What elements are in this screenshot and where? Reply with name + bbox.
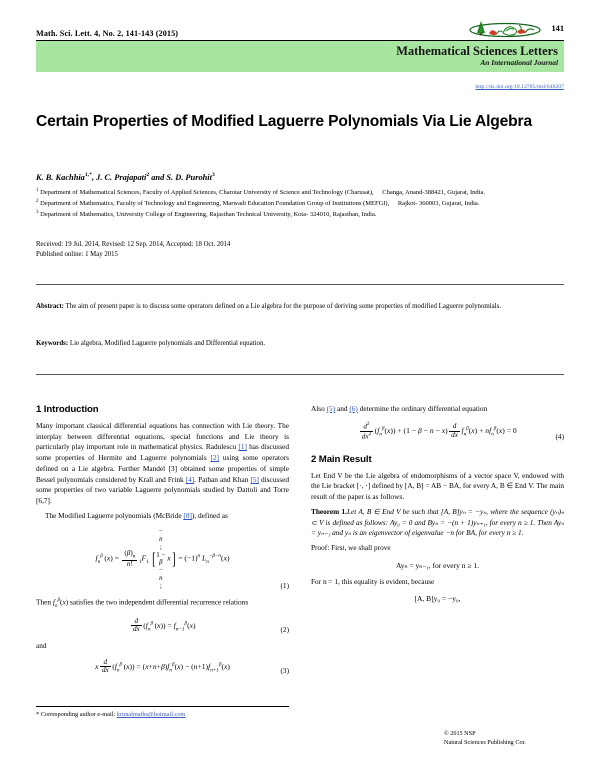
column-right bbox=[311, 404, 564, 610]
citation-6-7[interactable]: [6,7] bbox=[36, 496, 50, 506]
intro-paragraph-1 bbox=[36, 421, 289, 507]
equation-3-body: x $\frac{d}{dx}$ ($f_n^\beta$ $(x)) = (x+n+\beta)f_n^\beta(x) - (n+1)f_{n+1}^\beta(x)$ bbox=[95, 657, 230, 675]
proof-equation-2: [A, B]y₀ = −y₀, bbox=[414, 594, 461, 604]
affiliation-list bbox=[36, 188, 564, 222]
equation-ref-6[interactable]: (6) bbox=[349, 404, 358, 413]
intro-text-a: Many important classical differential equations has connection with Lie theory. The interplay between differential equations, special functions and Lie theory is particularly play important role in mathematical physics. Radulescu bbox=[36, 421, 289, 452]
citation-2[interactable]: [2] bbox=[210, 453, 220, 463]
intro-paragraph-2 bbox=[36, 511, 289, 522]
equation-3-number: (3) bbox=[280, 665, 289, 675]
page-number: 141 bbox=[551, 23, 564, 33]
section-heading-introduction: 1 Introduction bbox=[36, 404, 99, 415]
after-eq1-b: satisfies the two independent differential recurrence relations bbox=[70, 597, 249, 607]
keywords-label: Keywords: bbox=[36, 340, 69, 347]
journal-reference: Math. Sci. Lett. 4, No. 2, 141-143 (2015) bbox=[36, 29, 179, 38]
column-left bbox=[36, 404, 289, 682]
proof-equation-1: Ayₙ = yₙ₋₁, for every n ≥ 1. bbox=[396, 560, 479, 570]
equation-2-body: $\frac{d}{dx}$ ($f_n^\beta$ $(x)) = f_{n-1}^\beta(x)$ bbox=[132, 616, 196, 634]
affiliation-marker: 2 bbox=[36, 199, 39, 205]
published-date: Published online: 1 May 2015 bbox=[36, 250, 118, 258]
abstract-label: Abstract: bbox=[36, 303, 64, 310]
citation-1[interactable]: [1] bbox=[238, 442, 247, 452]
affiliation-line-1: Department of Mathematical Sciences, Faculty of Applied Sciences, Charotar University of Science and Technology (Charusat), bbox=[40, 189, 374, 197]
journal-banner bbox=[36, 41, 564, 72]
affiliation-item bbox=[36, 188, 564, 198]
masthead bbox=[36, 18, 564, 93]
abstract-text: The aim of present paper is to discuss some operators defined on a Lie algebra for the purpose of deriving some properties of modified Laguerre polynomials. bbox=[65, 303, 502, 310]
intro-text-c: using some operators defined on a Lie algebra. Further Mandel bbox=[36, 453, 289, 473]
corresponding-author-note bbox=[36, 711, 185, 718]
author-list: K. B. Kachhia$^{1,*}$, J. C. Prajapati$^2$ and S. D. Purohit$^3$ bbox=[36, 172, 215, 182]
affiliation-item bbox=[36, 210, 564, 220]
page-title: Certain Properties of Modified Laguerre Polynomials Via Lie Algebra bbox=[36, 113, 533, 130]
intro-text-g: . bbox=[49, 496, 52, 506]
intro2-text-a: The Modified Laguerre polynomials (McBride bbox=[45, 510, 182, 520]
after-eq1-a: Then bbox=[36, 597, 51, 607]
article-dates bbox=[36, 240, 230, 260]
abstract-rule-bottom bbox=[36, 374, 564, 375]
affiliation-line-1: Department of Mathematics, University College of Engineering, Rajasthan Technical University, Kota- 324010, Rajasthan, India. bbox=[40, 211, 377, 219]
intro-text-b: has discussed some properties of Hermite and Laguerre polynomials bbox=[36, 442, 289, 463]
intro2-text-b: ), defined as bbox=[191, 510, 228, 520]
equation-1-number: (1) bbox=[280, 581, 289, 591]
footnote-rule bbox=[36, 706, 289, 707]
copyright-block bbox=[444, 730, 564, 748]
affiliation-marker: 3 bbox=[36, 210, 39, 216]
inline-fn-symbol: f bbox=[52, 597, 55, 607]
copyright-symbol: © bbox=[444, 730, 449, 737]
masthead-right bbox=[469, 18, 564, 38]
affiliation-line-2: Changa, Anand-388421, Gujarat, India. bbox=[382, 189, 485, 197]
main-result-paragraph: Let End V be the Lie algebra of endomorphisms of a vector space V, endowed with the Lie bracket [·, ·] defined by [A, B] = AB − BA, for every A, B ∈ End V. The main result of the paper is as follows. bbox=[311, 470, 564, 502]
equation-1 bbox=[36, 528, 289, 590]
citation-4[interactable]: [4] bbox=[185, 474, 195, 484]
abstract-block bbox=[36, 302, 564, 312]
intro-text-d: obtained some properties of simple Bessel polynomials considered by Krall and Frink bbox=[36, 463, 290, 484]
equation-4-number: (4) bbox=[555, 431, 564, 441]
journal-title: Mathematical Sciences Letters bbox=[396, 44, 558, 59]
keywords-text: Lie algebra, Modified Laguerre polynomials and Differential equation. bbox=[69, 340, 266, 347]
intro-text-e: . Pathan and Khan bbox=[194, 474, 249, 484]
equation-2-number: (2) bbox=[280, 624, 289, 634]
abstract-rule-top bbox=[36, 284, 564, 285]
equation-3 bbox=[36, 659, 289, 675]
affiliation-line-1: Department of Mathematics, Faculty of Technology and Engineering, Marwadi Education Foundation Group of Institutions (MEFGI), bbox=[40, 200, 390, 208]
affiliation-item bbox=[36, 199, 564, 209]
affiliation-line-2: Rajkot- 360003, Gujarat, India. bbox=[397, 200, 480, 208]
copyright-line-1 bbox=[444, 730, 564, 739]
theorem-statement: Let A, B ∈ End V be such that [A, B]yₙ = −yₙ, where the sequence (yₙ)ₙ ⊂ V is defined as follows: Ay₀ = 0 and Byₙ = −(n + 1)yₙ₊₁, for every n ≥ 1. Then Ayₙ = yₙ₋₁ and yₙ is an eigenvector of eigenvalue −n for BA, for every n ≥ 1. bbox=[311, 506, 564, 538]
nsp-tree-logo-icon bbox=[469, 18, 541, 38]
doi-link[interactable]: http://dx.doi.org/10.12785/msl/040207 bbox=[475, 84, 564, 90]
section-heading-main-result: 2 Main Result bbox=[311, 453, 372, 465]
proof-intro: Proof: First, we shall prove bbox=[311, 542, 391, 552]
after-equation-1-text: Then $f_n^\beta(x)$ satisfies the two independent differential recurrence relations bbox=[36, 597, 249, 610]
copyright-year-publisher: 2015 NSP bbox=[450, 730, 476, 737]
also-text-c: determine the ordinary differential equation bbox=[359, 404, 488, 413]
also-paragraph bbox=[311, 404, 564, 415]
equation-ref-5[interactable]: (5) bbox=[326, 404, 336, 413]
affiliation-marker: 1 bbox=[36, 188, 39, 193]
between-equations-text: and bbox=[36, 640, 47, 650]
citation-3[interactable]: [3] bbox=[168, 463, 178, 473]
proof-line-2: For n = 1, this equality is evident, because bbox=[311, 576, 435, 586]
received-dates: Received: 19 Jul. 2014, Revised: 12 Sep. 2014, Accepted: 18 Oct. 2014 bbox=[36, 241, 231, 248]
equation-4 bbox=[311, 422, 564, 441]
copyright-line-2: Natural Sciences Publishing Cor. bbox=[444, 738, 526, 746]
corresponding-author-email[interactable]: krunalmaths@hotmail.com bbox=[116, 711, 186, 718]
also-text-a: Also bbox=[311, 404, 325, 413]
keywords-block bbox=[36, 339, 564, 349]
theorem-1 bbox=[311, 507, 564, 539]
intro-text-f: discussed some properties of two variable Laguerre polynomials studied by Dattoli and Torre bbox=[36, 474, 289, 495]
doi-line bbox=[36, 75, 564, 93]
equation-4-body: $\frac{d^2}{dx^2}$ $(f_n^\beta(x)) + (1 - \beta - n - x)$ $\frac{d}{dx}$ $f_n^\beta(x) + nf_n^\beta(x) = 0$ bbox=[361, 420, 517, 441]
journal-subtitle: An International Journal bbox=[480, 57, 558, 67]
theorem-label: Theorem 1. bbox=[311, 506, 347, 516]
citation-5[interactable]: [5] bbox=[250, 474, 259, 484]
equation-1-body: $f_n^\beta$ (x) = $\frac{(\beta)_n}{n!}$ $_1F_1$ [ − n ; 1 − β − n ; $x] = (-1)^n$ $L_n^{-\beta-n}(x)$ bbox=[95, 528, 230, 590]
also-text-b: and bbox=[336, 404, 348, 413]
masthead-top-row bbox=[36, 18, 564, 41]
citation-8[interactable]: [8] bbox=[183, 510, 192, 520]
corresponding-author-prefix: * Corresponding author e-mail: bbox=[36, 711, 116, 718]
equation-2 bbox=[36, 618, 289, 634]
